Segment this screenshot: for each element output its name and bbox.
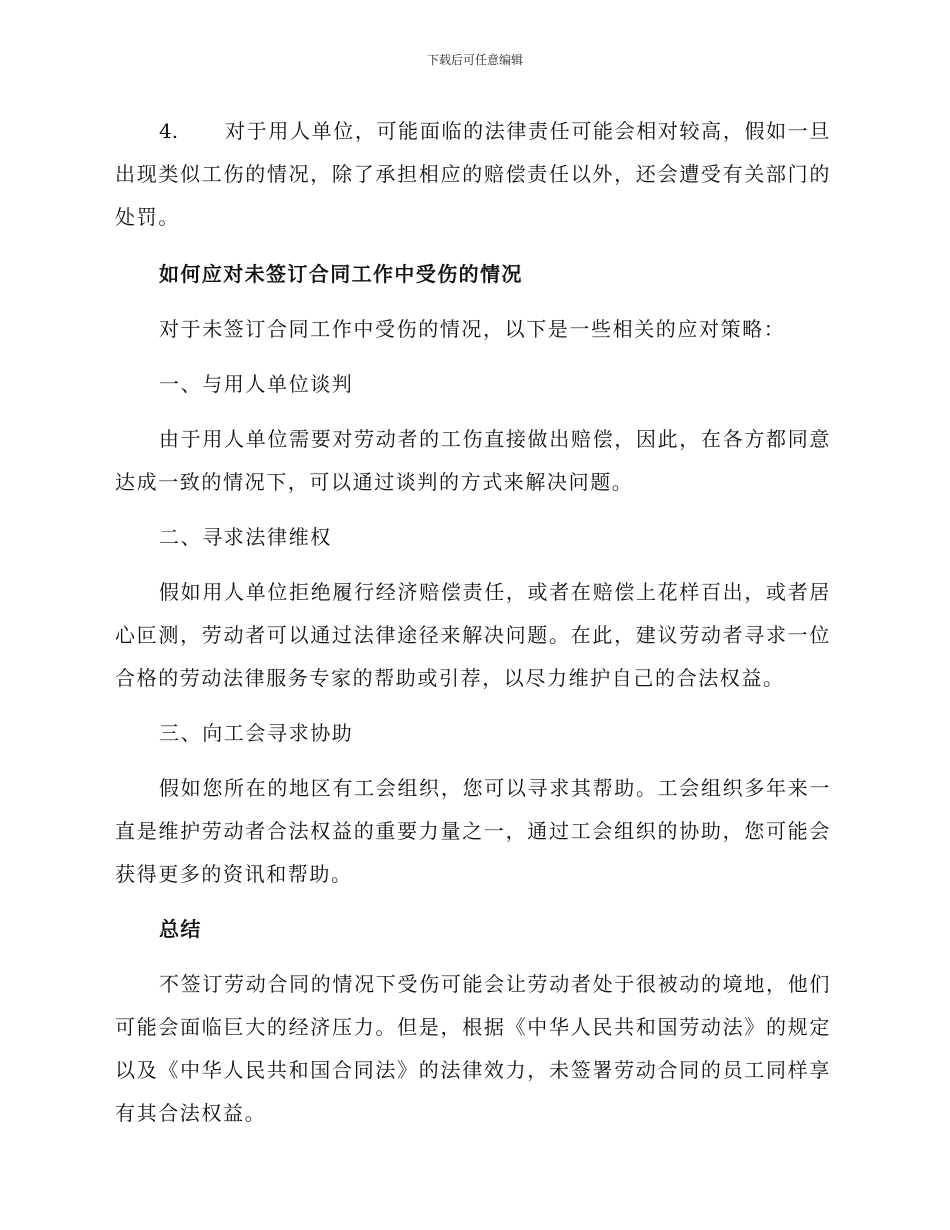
- section-title: 如何应对未签订合同工作中受伤的情况: [159, 262, 523, 286]
- item-4-paragraph: [115, 110, 831, 239]
- strategy-1-heading: 一、与用人单位谈判: [159, 372, 354, 396]
- item-number: 4.: [159, 119, 179, 143]
- strategy-2-text: 假如用人单位拒绝履行经济赔偿责任，或者在赔偿上花样百出，或者居心叵测，劳动者可以通过法律途径来解决问题。在此，建议劳动者寻求一位合格的劳动法律服务专家的帮助或引荐，以尽力维护自己的合法权益。: [115, 580, 831, 690]
- strategy-3-heading: 三、向工会寻求协助: [159, 721, 354, 745]
- summary-title: 总结: [159, 917, 202, 941]
- strategy-2-heading: 二、寻求法律维权: [159, 525, 332, 549]
- strategy-1-text: 由于用人单位需要对劳动者的工伤直接做出赔偿，因此，在各方都同意达成一致的情况下，可以通过谈判的方式来解决问题。: [115, 427, 831, 494]
- item-4-text: 对于用人单位，可能面临的法律责任可能会相对较高，假如一旦出现类似工伤的情况，除了承担相应的赔偿责任以外，还会遭受有关部门的处罚。: [115, 119, 831, 229]
- section-intro: 对于未签订合同工作中受伤的情况，以下是一些相关的应对策略：: [159, 317, 786, 341]
- page-header-note: 下载后可任意编辑: [426, 53, 523, 67]
- strategy-3-text: 假如您所在的地区有工会组织，您可以寻求其帮助。工会组织多年来一直是维护劳动者合法权益的重要力量之一，通过工会组织的协助，您可能会获得更多的资讯和帮助。: [115, 776, 831, 886]
- summary-text: 不签订劳动合同的情况下受伤可能会让劳动者处于很被动的境地，他们可能会面临巨大的经济压力。但是，根据《中华人民共和国劳动法》的规定以及《中华人民共和国合同法》的法律效力，未签署劳动合同的员工同样享有其合法权益。: [115, 972, 831, 1125]
- document-body: [115, 110, 831, 1147]
